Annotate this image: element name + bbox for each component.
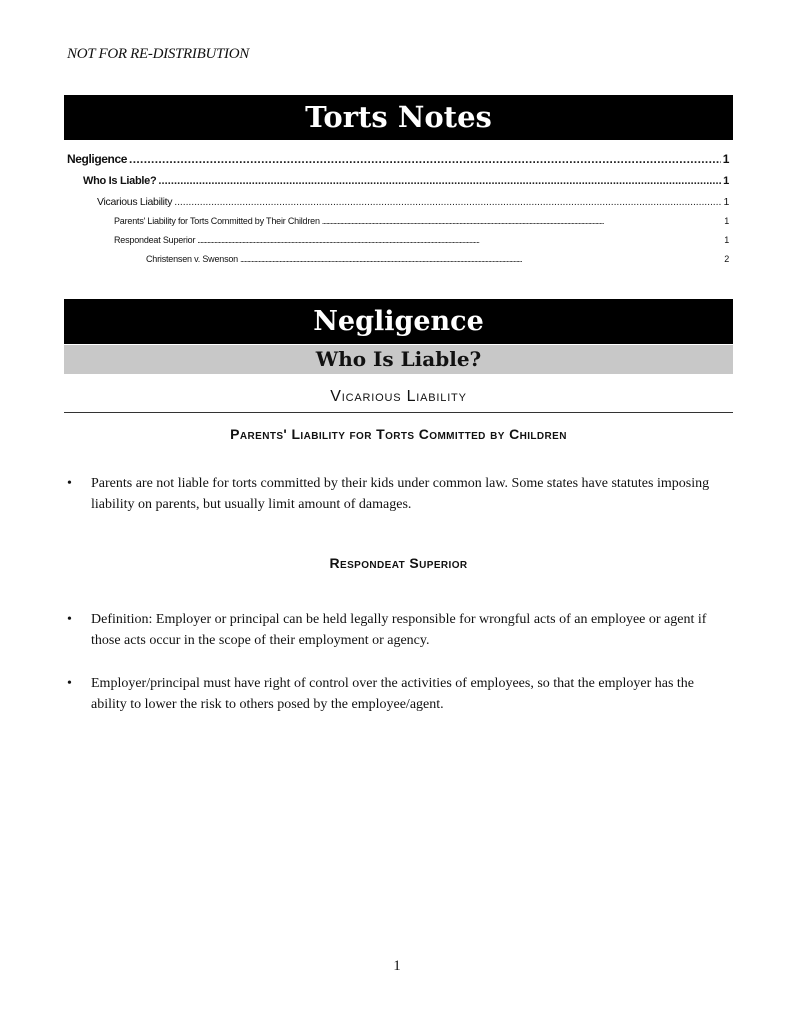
bullet-text: Definition: Employer or principal can be held legally responsible for wrongful acts of an employee or agent if those acts occur in the scope of their employment or agency. (91, 612, 707, 648)
heading-4-respondeat-superior: Respondeat Superior (329, 555, 468, 571)
toc-entry-vicarious-liability[interactable] (64, 192, 729, 212)
toc-entry-page: 2 (724, 254, 729, 264)
heading-1: Negligence (64, 299, 733, 344)
toc-leader (158, 170, 721, 192)
toc-entry-who-is-liable[interactable] (64, 170, 729, 192)
bullet-icon: • (67, 476, 72, 491)
toc-entry-label: Parents' Liability for Torts Committed by Their Children (114, 216, 320, 226)
toc-leader (322, 212, 722, 231)
bullet-item (64, 609, 733, 651)
heading-3: Vicarious Liability (64, 382, 733, 413)
toc-entry-label: Christensen v. Swenson (146, 254, 238, 264)
toc-entry-page: 1 (724, 216, 729, 226)
toc-entry-label: Who Is Liable? (83, 175, 157, 187)
heading-2: Who Is Liable? (64, 345, 733, 374)
toc-entry-page: 1 (724, 235, 729, 245)
toc-entry-label: Vicarious Liability (97, 196, 173, 208)
table-of-contents (64, 148, 729, 269)
bullet-text: Employer/principal must have right of control over the activities of employees, so that the employer has the ability to lower the risk to others posed by the employee/agent. (91, 676, 694, 712)
toc-entry-page: 1 (723, 175, 729, 187)
bullet-icon: • (67, 676, 72, 691)
toc-entry-page: 1 (722, 152, 729, 166)
toc-entry-parents-liability[interactable] (64, 212, 729, 231)
document-title: Torts Notes (64, 95, 733, 140)
heading-4-parents-liability: Parents' Liability for Torts Committed by Children (230, 426, 567, 442)
toc-leader (240, 250, 722, 269)
toc-entry-christensen-v-swenson[interactable] (64, 250, 729, 269)
toc-leader (197, 231, 722, 250)
toc-entry-label: Negligence (67, 152, 128, 166)
bullet-text: Parents are not liable for torts committed by their kids under common law. Some states have statutes imposing liability on parents, but usually limit amount of damages. (91, 476, 710, 512)
bullet-icon: • (67, 612, 72, 627)
toc-leader (174, 192, 721, 212)
bullet-item (64, 473, 733, 515)
toc-entry-page: 1 (723, 196, 729, 208)
toc-entry-label: Respondeat Superior (114, 235, 196, 245)
toc-entry-negligence[interactable] (64, 148, 729, 170)
distribution-notice: NOT FOR RE-DISTRIBUTION (67, 46, 249, 62)
page-number: 1 (393, 958, 401, 974)
toc-leader (129, 148, 721, 170)
bullet-item (64, 673, 733, 715)
toc-entry-respondeat-superior[interactable] (64, 231, 729, 250)
